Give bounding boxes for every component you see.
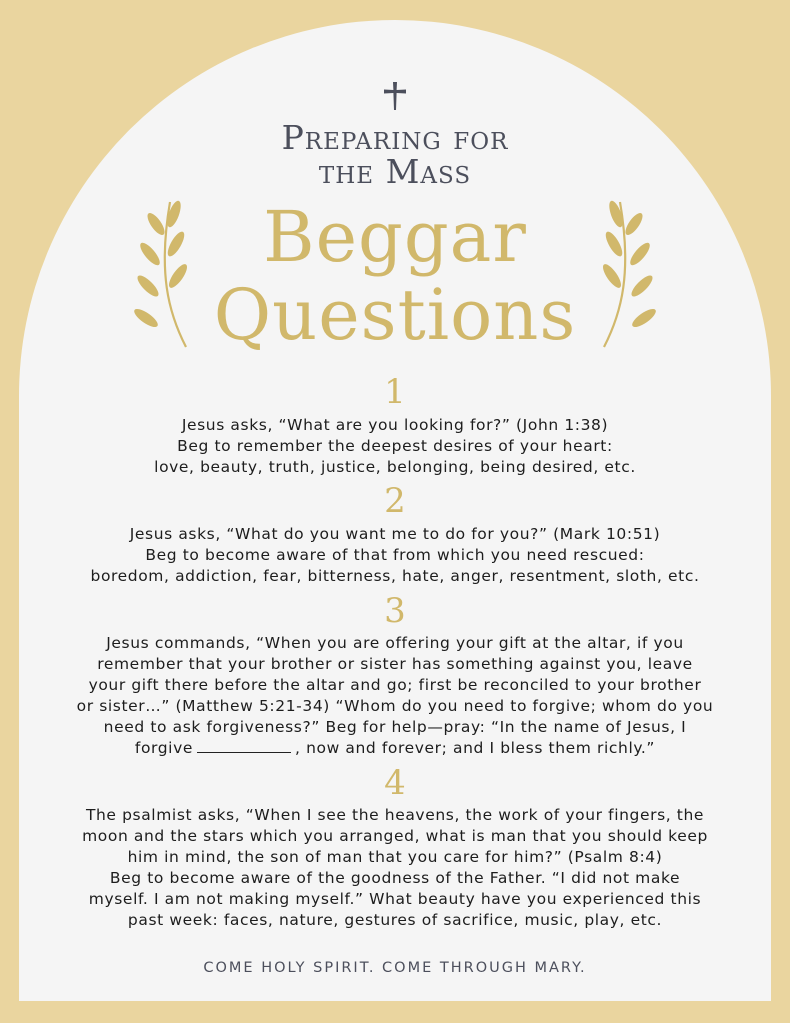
laurel-branch-icon [592,192,662,352]
footer-tagline: COME HOLY SPIRIT. COME THROUGH MARY. [203,960,587,976]
section-text: Jesus asks, “What are you looking for?” (John 1:38) Beg to remember the deepest desires of your heart: love, beauty, truth, justice, belonging, being desired, etc. [154,416,636,476]
section-text: Jesus asks, “What do you want me to do for you?” (Mark 10:51) Beg to become aware of that from which you need rescued: boredom, addiction, fear, bitterness, hate, anger, resentment, sloth, etc. [90,525,700,585]
text-before-blank: forgive [134,739,194,757]
section-number: 2 [384,481,406,521]
fill-in-blank [197,738,291,753]
section-text: The psalmist asks, “When I see the heavens, the work of your fingers, the moon and the stars which you arranged, what is man that you should keep him in mind, the son of man that you care for him?” (Psalm 8:4) Beg to become aware of the goodness of the Father. “I did not make myself. I am not making myself.” What beauty have you experienced this past week: faces, nature, gestures of sacrifice, music, play, etc. [82,806,708,929]
laurel-branch-icon [128,192,198,352]
cross-icon [380,80,410,112]
title-line-1: Beggar [263,196,527,278]
subtitle-line-1: Preparing for [281,118,509,157]
section-number: 3 [384,591,406,631]
section-text-last-line [70,738,720,759]
section-number: 4 [384,763,406,803]
section-number: 1 [384,372,406,412]
text-after-blank: , now and forever; and I bless them richly.” [295,739,656,757]
subtitle-line-2: the Mass [318,152,472,191]
title-line-2: Questions [213,274,577,356]
section-text: Jesus commands, “When you are offering your gift at the altar, if you remember that your brother or sister has something against you, leave your gift there before the altar and go; first be reconciled to your brother or sister…” (Matthew 5:21-34) “Whom do you need to forgive; whom do you need to ask forgiveness?” Beg for help—pray: “In the name of Jesus, I [76,634,714,736]
